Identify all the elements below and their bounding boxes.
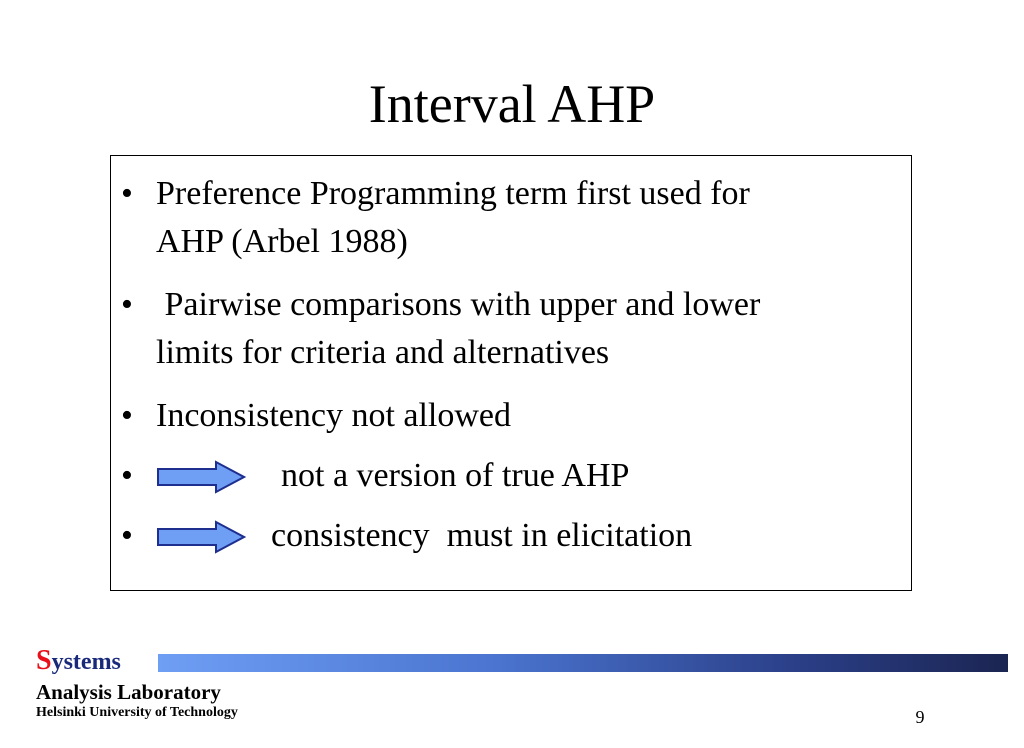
bullet-dot: • <box>121 397 133 434</box>
bullet-text: Inconsistency not allowed <box>156 397 512 434</box>
bullet-text: consistency must in elicitation <box>271 517 693 554</box>
bullet-text: Pairwise comparisons with upper and lower limits for criteria and alternatives <box>156 286 761 371</box>
bullet-item <box>111 281 911 381</box>
footer-lab-name: Analysis Laboratory <box>36 680 221 704</box>
bullet-item <box>111 392 911 440</box>
bullet-dot: • <box>121 457 133 494</box>
content-box <box>110 155 912 591</box>
bullet-text: Preference Programming term first used for AHP (Arbel 1988) <box>156 175 750 260</box>
bullet-text: not a version of true AHP <box>281 457 630 494</box>
logo-wordmark <box>36 646 121 677</box>
bullet-dot: • <box>121 286 133 323</box>
right-arrow-icon <box>156 460 246 494</box>
logo-rest: ystems <box>51 649 121 675</box>
bullet-dot: • <box>121 175 133 212</box>
slide-title: Interval AHP <box>368 74 656 134</box>
bullet-item <box>111 452 911 500</box>
bullet-dot: • <box>121 517 133 554</box>
right-arrow-icon <box>156 520 246 554</box>
bullet-item <box>111 512 911 560</box>
bullet-item <box>111 170 911 270</box>
footer-gradient-bar <box>158 654 1008 672</box>
page-number: 9 <box>915 707 925 727</box>
logo-initial: S <box>36 645 52 676</box>
footer-university: Helsinki University of Technology <box>36 705 238 720</box>
